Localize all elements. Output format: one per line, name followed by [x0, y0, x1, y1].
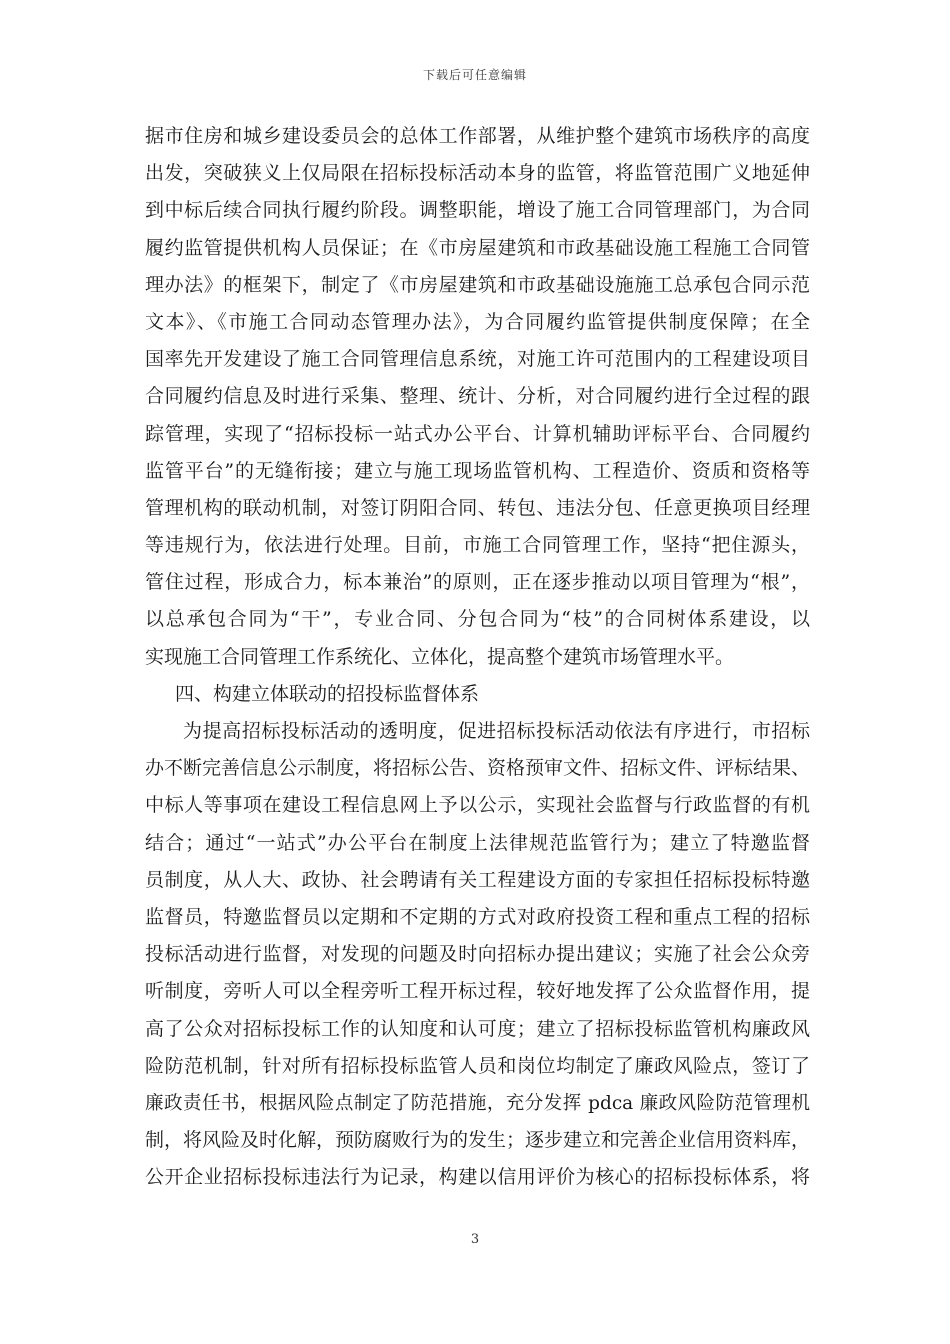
- text-line: 结合；通过“一站式”办公平台在制度上法律规范监管行为；建立了特邀监督: [145, 831, 810, 854]
- text-line: 险防范机制，针对所有招标投标监管人员和岗位均制定了廉政风险点，签订了: [145, 1054, 810, 1077]
- text-line: 听制度，旁听人可以全程旁听工程开标过程，较好地发挥了公众监督作用，提: [145, 980, 810, 1003]
- section-heading: 四、构建立体联动的招投标监督体系: [175, 682, 480, 705]
- paragraph-supervision-system: [145, 713, 810, 1196]
- text-line: 履约监管提供机构人员保证；在《市房屋建筑和市政基础设施工程施工合同管: [145, 236, 810, 259]
- text-line: 监管平台”的无缝衔接；建立与施工现场监管机构、工程造价、资质和资格等: [145, 459, 810, 482]
- text-line: 投标活动进行监督，对发现的问题及时向招标办提出建议；实施了社会公众旁: [145, 943, 810, 966]
- text-line: 为提高招标投标活动的透明度，促进招标投标活动依法有序进行，市招标: [183, 720, 810, 742]
- text-line: 中标人等事项在建设工程信息网上予以公示，实现社会监督与行政监督的有机: [145, 794, 810, 817]
- text-line: 管住过程，形成合力，标本兼治”的原则，正在逐步推动以项目管理为“根”，: [145, 571, 810, 594]
- text-line: 管理机构的联动机制，对签订阴阳合同、转包、违法分包、任意更换项目经理: [145, 496, 810, 519]
- text-line: 监督员，特邀监督员以定期和不定期的方式对政府投资工程和重点工程的招标: [145, 905, 810, 928]
- text-line: 理办法》的框架下，制定了《市房屋建筑和市政基础设施施工总承包合同示范: [145, 273, 810, 296]
- text-line: 员制度，从人大、政协、社会聘请有关工程建设方面的专家担任招标投标特邀: [145, 868, 810, 891]
- text-line: 办不断完善信息公示制度，将招标公告、资格预审文件、招标文件、评标结果、: [145, 757, 811, 780]
- text-line: 制，将风险及时化解，预防腐败行为的发生；逐步建立和完善企业信用资料库，: [145, 1129, 811, 1152]
- text-line: 公开企业招标投标违法行为记录，构建以信用评价为核心的招标投标体系，将: [145, 1166, 810, 1189]
- text-line: 据市住房和城乡建设委员会的总体工作部署，从维护整个建筑市场秩序的高度: [145, 125, 810, 147]
- text-line: 等违规行为，依法进行处理。目前，市施工合同管理工作，坚持“把住源头，: [145, 534, 810, 557]
- paragraph-contract-management: [145, 118, 810, 676]
- page-number: 3: [470, 1232, 480, 1247]
- document-body: [145, 118, 810, 1196]
- text-line: 合同履约信息及时进行采集、整理、统计、分析，对合同履约进行全过程的跟: [145, 385, 810, 408]
- text-line: 踪管理，实现了“招标投标一站式办公平台、计算机辅助评标平台、合同履约: [145, 422, 810, 445]
- page-header: 下载后可任意编辑: [422, 68, 527, 82]
- text-line: 高了公众对招标投标工作的认知度和认可度；建立了招标投标监管机构廉政风: [145, 1017, 810, 1040]
- text-line: 实现施工合同管理工作系统化、立体化，提高整个建筑市场管理水平。: [145, 645, 735, 668]
- text-line: 廉政责任书，根据风险点制定了防范措施，充分发挥 pdca 廉政风险防范管理机: [145, 1092, 810, 1114]
- text-line: 到中标后续合同执行履约阶段。调整职能，增设了施工合同管理部门，为合同: [145, 199, 810, 222]
- text-line: 出发，突破狭义上仅局限在招标投标活动本身的监管，将监管范围广义地延伸: [145, 162, 810, 185]
- text-line: 文本》、《市施工合同动态管理办法》，为合同履约监管提供制度保障；在全: [145, 310, 810, 333]
- text-line: 国率先开发建设了施工合同管理信息系统，对施工许可范围内的工程建设项目: [145, 348, 810, 371]
- text-line: 以总承包合同为“干”，专业合同、分包合同为“枝”的合同树体系建设，以: [145, 608, 810, 631]
